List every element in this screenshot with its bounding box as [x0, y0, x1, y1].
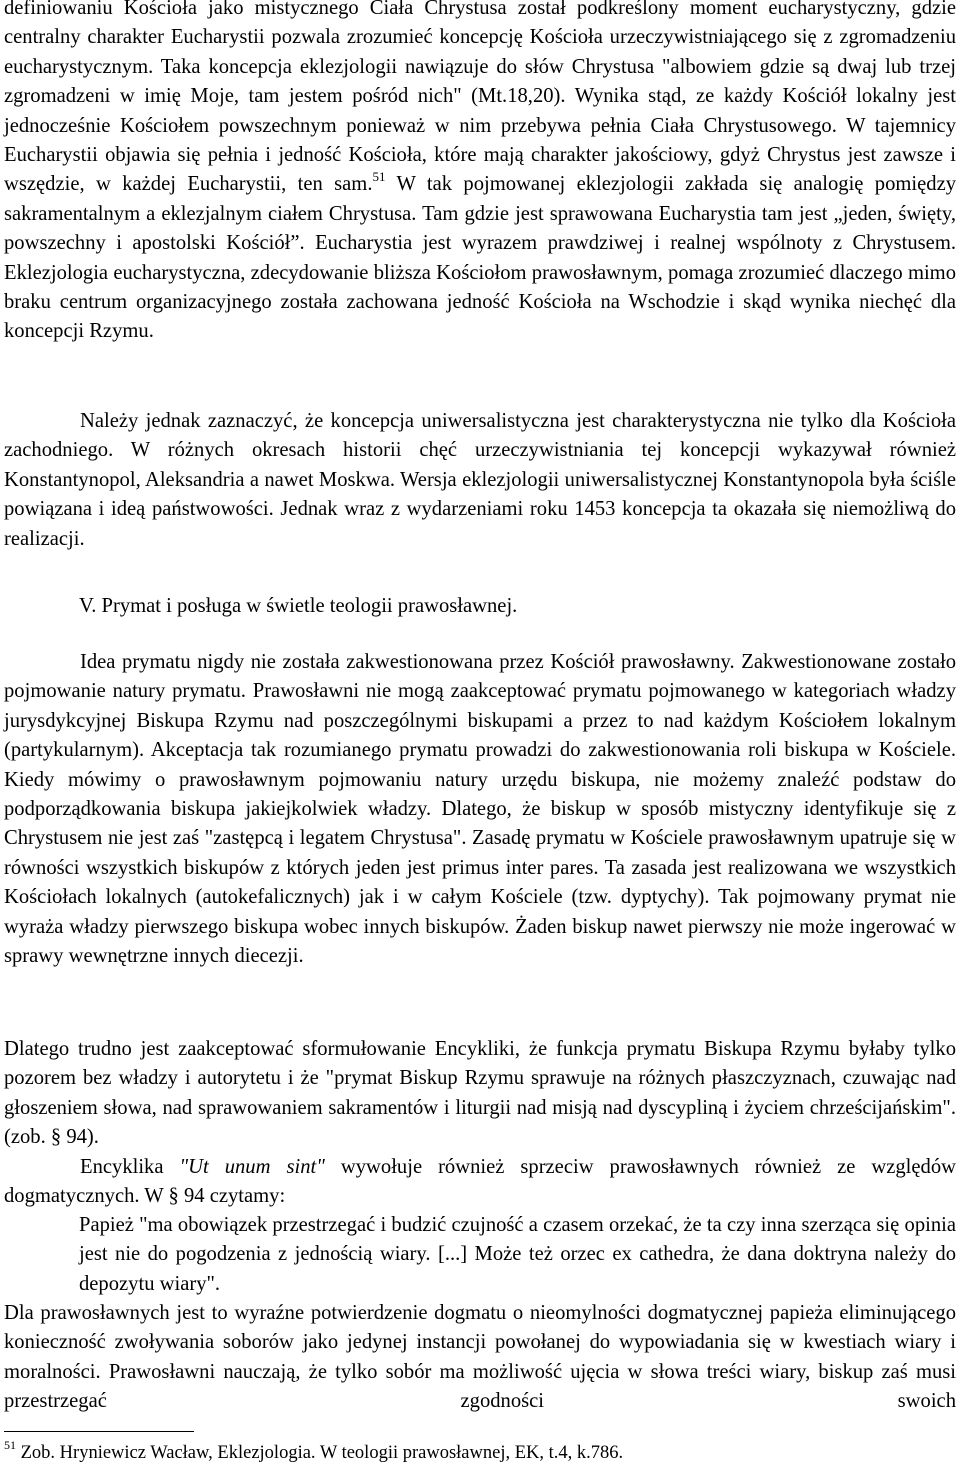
paragraph-text: definiowaniu Kościoła jako mistycznego Ciała Chrystusa został podkreślony moment eucharystyczny, gdzie centralny charakter Eucharystii pozwala zrozumieć koncepcję Kościoła urzeczywistniającego się z zgromadzeniu eucharystycznym. Taka koncepcja eklezjologii nawiązuje do słów Chrystusa "albowiem gdzie są dwaj lub trzej zgromadzeni w imię Moje, tam jestem pośród nich" (Mt.18,20). Wynika stąd, ze każdy Kościół lokalny jest jednocześnie Kościołem powszechnym ponieważ w nim przebywa pełnia Ciała Chrystusowego. W tajemnicy Eucharystii objawia się pełnia i jedność Kościoła, które mają charakter jakościowy, gdyż Chrystus jest zawsze i wszędzie, w każdej Eucharystii, ten sam. [4, 0, 956, 196]
paragraph-idea-of-primacy: Idea prymatu nigdy nie została zakwestionowana przez Kościół prawosławny. Zakwestionowane zostało pojmowanie natury prymatu. Prawosławni nie mogą zaakceptować prymatu pojmowanego w kategoriach władzy jurysdykcyjnej Biskupa Rzymu nad poszczególnymi biskupami a przez to nad każdym Kościołem lokalnym (partykularnym). Akceptacja tak rozumianego prymatu prowadzi do zakwestionowania roli biskupa w Kościele. Kiedy mówimy o prawosławnym pojmowaniu natury urzędu biskupa, nie możemy znaleźć podstaw do podporządkowania biskupa jakiejkolwiek władzy. Dlatego, że biskup w sposób mistyczny identyfikuje się z Chrystusem nie jest zaś "zastępcą i legatem Chrystusa". Zasadę prymatu w Kościele prawosławnym upatruje się w równości wszystkich biskupów z których jeden jest primus inter pares. Ta zasada jest realizowana we wszystkich Kościołach lokalnych (autokefalicznych) jak i w całym Kościele (tzw. dyptychy). Tak pojmowany prymat nie wyraża władzy pierwszego biskupa wobec innych biskupów. Żaden biskup nawet pierwszy nie może ingerować w sprawy wewnętrzne innych diecezji. [4, 651, 956, 968]
paragraph-infallibility: Dla prawosławnych jest to wyraźne potwierdzenie dogmatu o nieomylności dogmatycznej papieża eliminującego konieczność zwoływania soborów jako jedynej instancji powołanej do wypowiadania się w kwestiach wiary i moralności. Prawosławni nauczają, że tylko sobór ma możliwość ujęcia w słowa treści wiary, biskup zaś musi przestrzegać zgodności swoich [4, 1302, 956, 1413]
footnote-text: Zob. Hryniewicz Wacław, Eklezjologia. W teologii prawosławnej, EK, t.4, k.786. [16, 1443, 624, 1463]
paragraph-text: wywołuje również sprzeciw prawosławnych również ze względów dogmatycznych. W § 94 czytamy: [4, 1156, 956, 1208]
paragraph-universalist-conception: Należy jednak zaznaczyć, że koncepcja uniwersalistyczna jest charakterystyczna nie tylko dla Kościoła zachodniego. W różnych okresach historii chęć urzeczywistniania tej koncepcji wykazywał również Konstantynopol, Aleksandria a nawet Moskwa. Wersja eklezjologii uniwersalistycznej Konstantynopola była ściśle powiązana i ideą państwowości. Jednak wraz z wydarzeniami roku 1453 koncepcja ta okazała się niemożliwą do realizacji. [4, 410, 956, 550]
paragraph-text: Encyklika [80, 1156, 180, 1178]
footnote [4, 1437, 624, 1465]
footnote-reference: 51 [372, 168, 386, 184]
paragraph-text: W tak pojmowanej eklezjologii zakłada się analogię pomiędzy sakramentalnym a eklezjalnym ciałem Chrystusa. Tam gdzie jest sprawowana Eucharystia tam jest „jeden, święty, powszechny i apostolski Kościół”. Eucharystia jest wyrazem prawdziwej i realnej wspólnoty z Chrystusem. Eklezjologia eucharystyczna, zdecydowanie bliższa Kościołom prawosławnym, pomaga zrozumieć dlaczego mimo braku centrum organizacyjnego została zachowana jedność Kościoła na Wschodzie i skąd wynika niechęć dla koncepcji Rzymu. [4, 173, 957, 343]
paragraph-eucharistic-ecclesiology [4, 0, 956, 347]
paragraph-encyclical-critique: Dlatego trudno jest zaakceptować sformułowanie Encykliki, że funkcja prymatu Biskupa Rzymu byłaby tylko pozorem bez władzy i autorytetu i że "prymat Biskup Rzymu sprawuje na różnych płaszczyznach, czuwając nad głoszeniem słowa, nad sprawowaniem sakramentów i liturgii nad misją nad dyscypliną i życiem chrześcijańskim". (zob. § 94). [4, 1038, 956, 1149]
encyclical-title: "Ut unum sint" [179, 1156, 325, 1178]
paragraph-ut-unum-sint [4, 1153, 956, 1212]
section-heading: V. Prymat i posługa w świetle teologii prawosławnej. [79, 595, 518, 617]
footnote-number: 51 [4, 1437, 16, 1452]
footnote-divider [4, 1431, 194, 1432]
block-quote: Papież "ma obowiązek przestrzegać i budzić czujność a czasem orzekać, że ta czy inna szerząca się opinia jest nie do pogodzenia z jednością wiary. [...] Może też orzec ex cathedra, że dana doktryna należy do depozytu wiary". [79, 1214, 956, 1295]
